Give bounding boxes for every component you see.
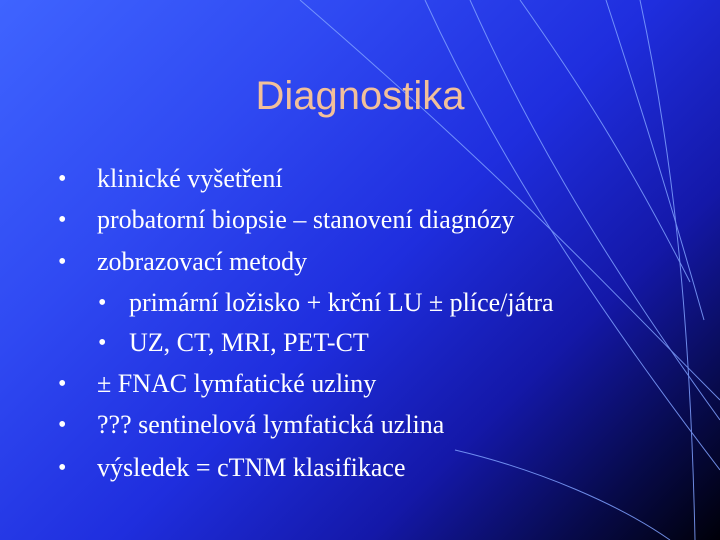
bullet-text: primární ložisko + krční LU ± plíce/játra [129,288,554,317]
bullet-text: UZ, CT, MRI, PET-CT [129,328,369,357]
bullet-icon: • [58,412,67,438]
list-item [0,162,720,196]
bullet-icon: • [98,290,107,316]
list-item [0,408,720,442]
list-item [0,451,720,485]
bullet-icon: • [98,330,107,356]
decor-arc-1 [520,0,690,282]
bullet-text: zobrazovací metody [97,247,308,276]
bullet-icon: • [58,249,67,275]
bullet-icon: • [58,371,67,397]
bullet-text: výsledek = cTNM klasifikace [97,453,406,482]
slide-title: Diagnostika [255,74,465,118]
list-item [0,203,720,237]
list-item [0,367,720,401]
list-item [0,286,720,320]
list-item [0,326,720,360]
bullet-text: probatorní biopsie – stanovení diagnózy [97,205,515,234]
bullet-icon: • [58,455,67,481]
bullet-text: ??? sentinelová lymfatická uzlina [97,410,445,439]
bullet-text: ± FNAC lymfatické uzliny [97,369,377,398]
list-item [0,245,720,279]
bullet-icon: • [58,207,67,233]
bullet-icon: • [58,166,67,192]
bullet-text: klinické vyšetření [97,164,283,193]
